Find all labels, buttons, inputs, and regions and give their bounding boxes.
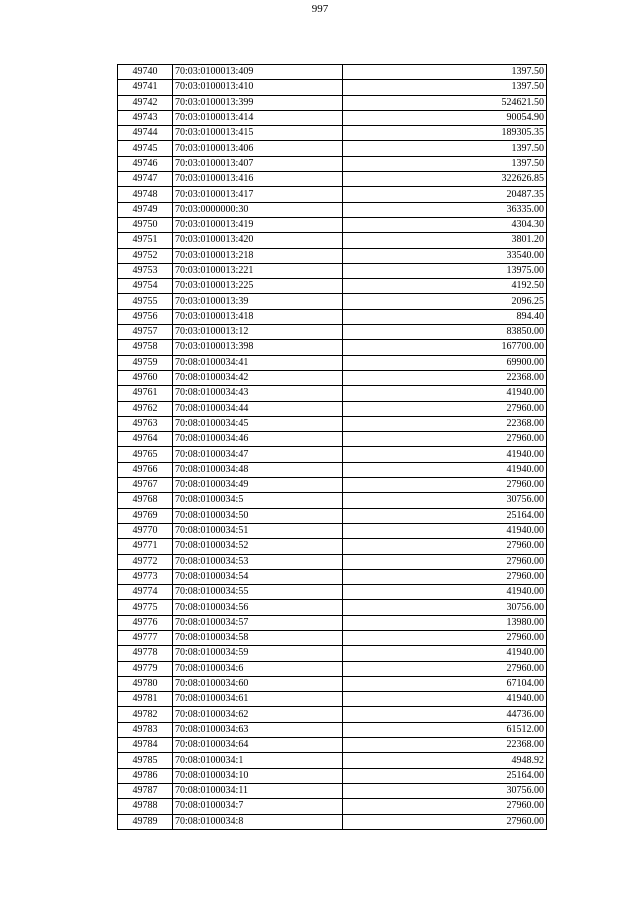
table-row bbox=[118, 110, 547, 125]
cadastral-number-cell: 70:08:0100034:50 bbox=[173, 508, 343, 523]
cadastral-value-cell: 27960.00 bbox=[343, 630, 547, 645]
cadastral-value-cell: 22368.00 bbox=[343, 738, 547, 753]
cadastral-value-cell: 27960.00 bbox=[343, 554, 547, 569]
cadastral-number-cell: 70:08:0100034:1 bbox=[173, 753, 343, 768]
cadastral-value-cell: 27960.00 bbox=[343, 478, 547, 493]
row-number-cell: 49782 bbox=[118, 707, 173, 722]
cadastral-number-cell: 70:08:0100034:11 bbox=[173, 783, 343, 798]
table-row bbox=[118, 141, 547, 156]
cadastral-value-cell: 22368.00 bbox=[343, 416, 547, 431]
cadastral-number-cell: 70:03:0100013:418 bbox=[173, 309, 343, 324]
row-number-cell: 49788 bbox=[118, 799, 173, 814]
cadastral-number-cell: 70:08:0100034:64 bbox=[173, 738, 343, 753]
cadastral-value-cell: 322626.85 bbox=[343, 172, 547, 187]
cadastral-value-cell: 36335.00 bbox=[343, 202, 547, 217]
row-number-cell: 49753 bbox=[118, 263, 173, 278]
cadastral-number-cell: 70:08:0100034:54 bbox=[173, 569, 343, 584]
cadastral-number-cell: 70:08:0100034:63 bbox=[173, 722, 343, 737]
cadastral-value-cell: 41940.00 bbox=[343, 462, 547, 477]
row-number-cell: 49762 bbox=[118, 401, 173, 416]
table-row bbox=[118, 279, 547, 294]
table-row bbox=[118, 172, 547, 187]
row-number-cell: 49770 bbox=[118, 523, 173, 538]
cadastral-value-cell: 4948.92 bbox=[343, 753, 547, 768]
table-row bbox=[118, 187, 547, 202]
cadastral-value-cell: 4192.50 bbox=[343, 279, 547, 294]
row-number-cell: 49776 bbox=[118, 615, 173, 630]
row-number-cell: 49767 bbox=[118, 478, 173, 493]
table-row bbox=[118, 554, 547, 569]
row-number-cell: 49752 bbox=[118, 248, 173, 263]
cadastral-value-cell: 33540.00 bbox=[343, 248, 547, 263]
cadastral-number-cell: 70:08:0100034:44 bbox=[173, 401, 343, 416]
cadastral-number-cell: 70:03:0100013:416 bbox=[173, 172, 343, 187]
cadastral-value-cell: 27960.00 bbox=[343, 661, 547, 676]
cadastral-value-cell: 30756.00 bbox=[343, 600, 547, 615]
cadastral-value-cell: 27960.00 bbox=[343, 569, 547, 584]
cadastral-number-cell: 70:03:0100013:398 bbox=[173, 340, 343, 355]
cadastral-value-cell: 30756.00 bbox=[343, 493, 547, 508]
table-row bbox=[118, 676, 547, 691]
cadastral-value-cell: 4304.30 bbox=[343, 217, 547, 232]
cadastral-number-cell: 70:03:0100013:409 bbox=[173, 65, 343, 80]
table-row bbox=[118, 768, 547, 783]
cadastral-value-cell: 1397.50 bbox=[343, 80, 547, 95]
cadastral-number-cell: 70:03:0100013:225 bbox=[173, 279, 343, 294]
cadastral-value-cell: 69900.00 bbox=[343, 355, 547, 370]
cadastral-number-cell: 70:08:0100034:45 bbox=[173, 416, 343, 431]
table-row bbox=[118, 722, 547, 737]
row-number-cell: 49745 bbox=[118, 141, 173, 156]
cadastral-value-cell: 41940.00 bbox=[343, 692, 547, 707]
cadastral-value-cell: 41940.00 bbox=[343, 386, 547, 401]
row-number-cell: 49757 bbox=[118, 325, 173, 340]
cadastral-value-cell: 41940.00 bbox=[343, 447, 547, 462]
table-row bbox=[118, 294, 547, 309]
table-row bbox=[118, 630, 547, 645]
cadastral-number-cell: 70:03:0100013:218 bbox=[173, 248, 343, 263]
table-row bbox=[118, 95, 547, 110]
cadastral-value-cell: 27960.00 bbox=[343, 401, 547, 416]
cadastral-value-cell: 13975.00 bbox=[343, 263, 547, 278]
cadastral-number-cell: 70:03:0000000:30 bbox=[173, 202, 343, 217]
cadastral-number-cell: 70:08:0100034:56 bbox=[173, 600, 343, 615]
row-number-cell: 49758 bbox=[118, 340, 173, 355]
table-row bbox=[118, 478, 547, 493]
table-row bbox=[118, 248, 547, 263]
cadastral-value-cell: 167700.00 bbox=[343, 340, 547, 355]
row-number-cell: 49779 bbox=[118, 661, 173, 676]
row-number-cell: 49774 bbox=[118, 585, 173, 600]
cadastral-value-cell: 27960.00 bbox=[343, 814, 547, 829]
table-row bbox=[118, 325, 547, 340]
table-row bbox=[118, 355, 547, 370]
cadastral-number-cell: 70:08:0100034:46 bbox=[173, 432, 343, 447]
table-row bbox=[118, 508, 547, 523]
cadastral-value-table bbox=[117, 64, 547, 830]
cadastral-number-cell: 70:08:0100034:60 bbox=[173, 676, 343, 691]
cadastral-value-cell: 27960.00 bbox=[343, 539, 547, 554]
row-number-cell: 49761 bbox=[118, 386, 173, 401]
table-row bbox=[118, 707, 547, 722]
table-row bbox=[118, 432, 547, 447]
cadastral-value-cell: 3801.20 bbox=[343, 233, 547, 248]
cadastral-number-cell: 70:08:0100034:41 bbox=[173, 355, 343, 370]
cadastral-value-cell: 1397.50 bbox=[343, 65, 547, 80]
row-number-cell: 49759 bbox=[118, 355, 173, 370]
cadastral-number-cell: 70:03:0100013:407 bbox=[173, 156, 343, 171]
table-row bbox=[118, 217, 547, 232]
cadastral-number-cell: 70:08:0100034:10 bbox=[173, 768, 343, 783]
table-row bbox=[118, 585, 547, 600]
row-number-cell: 49754 bbox=[118, 279, 173, 294]
row-number-cell: 49772 bbox=[118, 554, 173, 569]
cadastral-number-cell: 70:03:0100013:399 bbox=[173, 95, 343, 110]
row-number-cell: 49783 bbox=[118, 722, 173, 737]
row-number-cell: 49764 bbox=[118, 432, 173, 447]
cadastral-number-cell: 70:08:0100034:5 bbox=[173, 493, 343, 508]
table-row bbox=[118, 126, 547, 141]
cadastral-number-cell: 70:08:0100034:49 bbox=[173, 478, 343, 493]
table-row bbox=[118, 692, 547, 707]
table-row bbox=[118, 233, 547, 248]
row-number-cell: 49773 bbox=[118, 569, 173, 584]
table-row bbox=[118, 539, 547, 554]
cadastral-number-cell: 70:03:0100013:417 bbox=[173, 187, 343, 202]
cadastral-value-cell: 61512.00 bbox=[343, 722, 547, 737]
table-row bbox=[118, 401, 547, 416]
cadastral-number-cell: 70:03:0100013:415 bbox=[173, 126, 343, 141]
cadastral-number-cell: 70:08:0100034:47 bbox=[173, 447, 343, 462]
page-number: 997 bbox=[311, 3, 329, 15]
cadastral-number-cell: 70:08:0100034:53 bbox=[173, 554, 343, 569]
cadastral-number-cell: 70:03:0100013:221 bbox=[173, 263, 343, 278]
table-row bbox=[118, 447, 547, 462]
row-number-cell: 49777 bbox=[118, 630, 173, 645]
table-row bbox=[118, 416, 547, 431]
table-row bbox=[118, 156, 547, 171]
row-number-cell: 49769 bbox=[118, 508, 173, 523]
row-number-cell: 49755 bbox=[118, 294, 173, 309]
cadastral-value-cell: 90054.90 bbox=[343, 110, 547, 125]
cadastral-value-cell: 189305.35 bbox=[343, 126, 547, 141]
table-row bbox=[118, 80, 547, 95]
row-number-cell: 49748 bbox=[118, 187, 173, 202]
row-number-cell: 49771 bbox=[118, 539, 173, 554]
cadastral-number-cell: 70:08:0100034:6 bbox=[173, 661, 343, 676]
cadastral-number-cell: 70:03:0100013:420 bbox=[173, 233, 343, 248]
cadastral-value-cell: 20487.35 bbox=[343, 187, 547, 202]
cadastral-value-cell: 894.40 bbox=[343, 309, 547, 324]
table-body bbox=[118, 65, 547, 830]
cadastral-value-cell: 41940.00 bbox=[343, 523, 547, 538]
cadastral-number-cell: 70:08:0100034:43 bbox=[173, 386, 343, 401]
cadastral-value-cell: 524621.50 bbox=[343, 95, 547, 110]
cadastral-value-cell: 25164.00 bbox=[343, 768, 547, 783]
cadastral-value-cell: 27960.00 bbox=[343, 432, 547, 447]
cadastral-value-cell: 25164.00 bbox=[343, 508, 547, 523]
cadastral-value-cell: 41940.00 bbox=[343, 646, 547, 661]
cadastral-number-cell: 70:08:0100034:7 bbox=[173, 799, 343, 814]
table-row bbox=[118, 661, 547, 676]
cadastral-number-cell: 70:08:0100034:59 bbox=[173, 646, 343, 661]
cadastral-number-cell: 70:08:0100034:48 bbox=[173, 462, 343, 477]
row-number-cell: 49747 bbox=[118, 172, 173, 187]
row-number-cell: 49740 bbox=[118, 65, 173, 80]
row-number-cell: 49746 bbox=[118, 156, 173, 171]
cadastral-value-cell: 2096.25 bbox=[343, 294, 547, 309]
row-number-cell: 49768 bbox=[118, 493, 173, 508]
cadastral-number-cell: 70:08:0100034:57 bbox=[173, 615, 343, 630]
table-row bbox=[118, 370, 547, 385]
cadastral-number-cell: 70:08:0100034:8 bbox=[173, 814, 343, 829]
cadastral-value-cell: 1397.50 bbox=[343, 156, 547, 171]
cadastral-number-cell: 70:03:0100013:406 bbox=[173, 141, 343, 156]
row-number-cell: 49749 bbox=[118, 202, 173, 217]
cadastral-number-cell: 70:08:0100034:42 bbox=[173, 370, 343, 385]
row-number-cell: 49787 bbox=[118, 783, 173, 798]
row-number-cell: 49785 bbox=[118, 753, 173, 768]
table-row bbox=[118, 386, 547, 401]
row-number-cell: 49743 bbox=[118, 110, 173, 125]
cadastral-number-cell: 70:08:0100034:51 bbox=[173, 523, 343, 538]
table-row bbox=[118, 309, 547, 324]
row-number-cell: 49775 bbox=[118, 600, 173, 615]
cadastral-value-cell: 22368.00 bbox=[343, 370, 547, 385]
table-row bbox=[118, 569, 547, 584]
cadastral-number-cell: 70:03:0100013:410 bbox=[173, 80, 343, 95]
cadastral-number-cell: 70:03:0100013:39 bbox=[173, 294, 343, 309]
cadastral-number-cell: 70:03:0100013:12 bbox=[173, 325, 343, 340]
row-number-cell: 49780 bbox=[118, 676, 173, 691]
table-row bbox=[118, 753, 547, 768]
cadastral-number-cell: 70:03:0100013:414 bbox=[173, 110, 343, 125]
table-row bbox=[118, 493, 547, 508]
table-row bbox=[118, 814, 547, 829]
cadastral-value-cell: 41940.00 bbox=[343, 585, 547, 600]
cadastral-value-cell: 30756.00 bbox=[343, 783, 547, 798]
cadastral-number-cell: 70:08:0100034:58 bbox=[173, 630, 343, 645]
row-number-cell: 49741 bbox=[118, 80, 173, 95]
cadastral-value-cell: 83850.00 bbox=[343, 325, 547, 340]
row-number-cell: 49760 bbox=[118, 370, 173, 385]
row-number-cell: 49784 bbox=[118, 738, 173, 753]
table-row bbox=[118, 462, 547, 477]
table-row bbox=[118, 615, 547, 630]
row-number-cell: 49778 bbox=[118, 646, 173, 661]
row-number-cell: 49751 bbox=[118, 233, 173, 248]
row-number-cell: 49781 bbox=[118, 692, 173, 707]
cadastral-value-cell: 44736.00 bbox=[343, 707, 547, 722]
cadastral-value-cell: 13980.00 bbox=[343, 615, 547, 630]
row-number-cell: 49763 bbox=[118, 416, 173, 431]
table-row bbox=[118, 738, 547, 753]
table-row bbox=[118, 646, 547, 661]
table-row bbox=[118, 340, 547, 355]
row-number-cell: 49765 bbox=[118, 447, 173, 462]
table-row bbox=[118, 523, 547, 538]
row-number-cell: 49789 bbox=[118, 814, 173, 829]
cadastral-number-cell: 70:08:0100034:62 bbox=[173, 707, 343, 722]
table-row bbox=[118, 65, 547, 80]
row-number-cell: 49786 bbox=[118, 768, 173, 783]
table-row bbox=[118, 799, 547, 814]
row-number-cell: 49744 bbox=[118, 126, 173, 141]
row-number-cell: 49756 bbox=[118, 309, 173, 324]
table-row bbox=[118, 202, 547, 217]
cadastral-number-cell: 70:08:0100034:55 bbox=[173, 585, 343, 600]
cadastral-value-cell: 27960.00 bbox=[343, 799, 547, 814]
cadastral-number-cell: 70:08:0100034:61 bbox=[173, 692, 343, 707]
cadastral-number-cell: 70:03:0100013:419 bbox=[173, 217, 343, 232]
table-row bbox=[118, 783, 547, 798]
row-number-cell: 49766 bbox=[118, 462, 173, 477]
table-row bbox=[118, 600, 547, 615]
cadastral-value-cell: 67104.00 bbox=[343, 676, 547, 691]
row-number-cell: 49742 bbox=[118, 95, 173, 110]
row-number-cell: 49750 bbox=[118, 217, 173, 232]
cadastral-number-cell: 70:08:0100034:52 bbox=[173, 539, 343, 554]
cadastral-value-cell: 1397.50 bbox=[343, 141, 547, 156]
table-row bbox=[118, 263, 547, 278]
